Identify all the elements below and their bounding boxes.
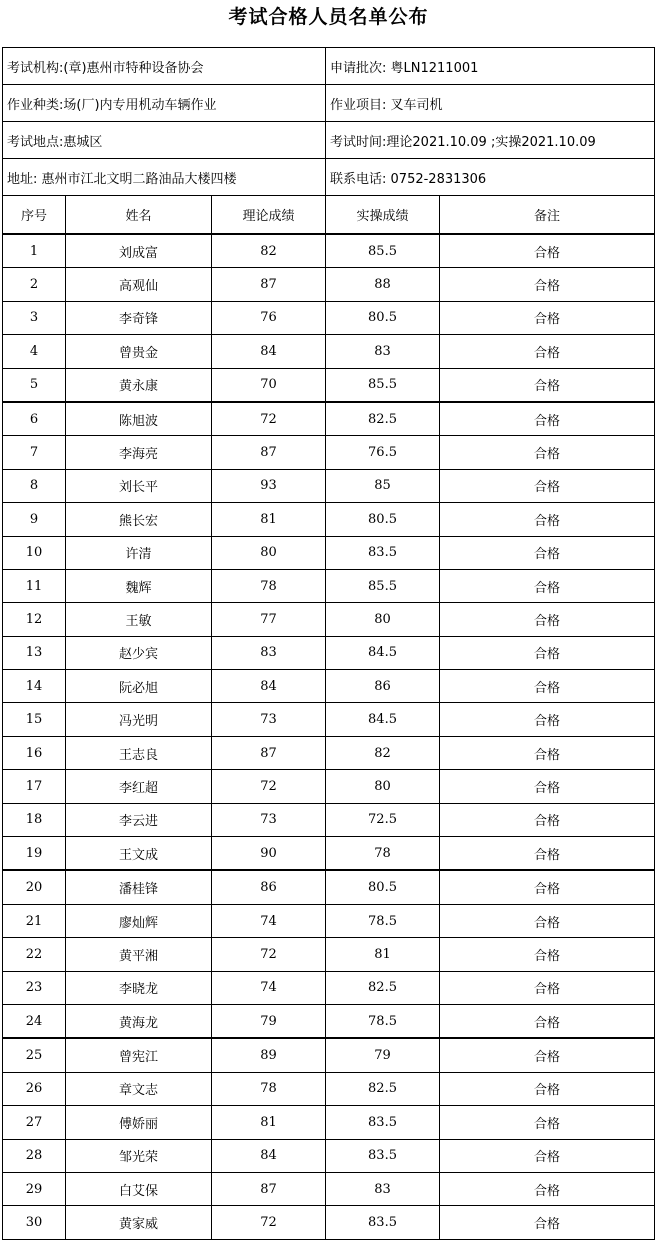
table-row <box>3 503 655 536</box>
table-row <box>3 971 655 1004</box>
table-row <box>3 1106 655 1139</box>
cell-name: 傅娇丽 <box>66 1106 212 1139</box>
cell-theory-score: 87 <box>212 268 326 301</box>
cell-remark: 合格 <box>440 536 655 569</box>
cell-name: 李晓龙 <box>66 971 212 1004</box>
cell-remark: 合格 <box>440 368 655 402</box>
table-row <box>3 1038 655 1072</box>
cell-practical-score: 78 <box>326 837 440 871</box>
cell-name: 王文成 <box>66 837 212 871</box>
cell-name: 熊长宏 <box>66 503 212 536</box>
cell-practical-score: 83 <box>326 1172 440 1205</box>
cell-practical-score: 85.5 <box>326 569 440 602</box>
cell-index: 1 <box>3 234 66 268</box>
cell-name: 曾宪江 <box>66 1038 212 1072</box>
cell-index: 14 <box>3 670 66 703</box>
cell-theory-score: 78 <box>212 1072 326 1105</box>
cell-index: 19 <box>3 837 66 871</box>
cell-remark: 合格 <box>440 569 655 602</box>
cell-theory-score: 76 <box>212 301 326 334</box>
cell-remark: 合格 <box>440 603 655 636</box>
cell-practical-score: 83.5 <box>326 1139 440 1172</box>
cell-remark: 合格 <box>440 268 655 301</box>
cell-index: 18 <box>3 803 66 836</box>
cell-remark: 合格 <box>440 837 655 871</box>
cell-theory-score: 72 <box>212 402 326 436</box>
cell-index: 20 <box>3 870 66 904</box>
table-row <box>3 469 655 502</box>
cell-name: 阮必旭 <box>66 670 212 703</box>
cell-name: 冯光明 <box>66 703 212 736</box>
work-item: 作业项目: 叉车司机 <box>326 85 655 122</box>
cell-practical-score: 82.5 <box>326 402 440 436</box>
address: 地址: 惠州市江北文明二路油品大楼四楼 <box>3 159 326 196</box>
cell-index: 15 <box>3 703 66 736</box>
cell-name: 李奇锋 <box>66 301 212 334</box>
cell-practical-score: 85 <box>326 469 440 502</box>
cell-index: 8 <box>3 469 66 502</box>
cell-practical-score: 80 <box>326 603 440 636</box>
cell-name: 李海亮 <box>66 436 212 469</box>
cell-theory-score: 70 <box>212 368 326 402</box>
cell-theory-score: 79 <box>212 1004 326 1038</box>
cell-name: 刘长平 <box>66 469 212 502</box>
cell-practical-score: 80.5 <box>326 301 440 334</box>
table-body <box>3 234 655 1239</box>
cell-theory-score: 81 <box>212 503 326 536</box>
table-row <box>3 234 655 268</box>
column-header-remark: 备注 <box>440 196 655 235</box>
table-row <box>3 368 655 402</box>
cell-theory-score: 84 <box>212 335 326 368</box>
cell-practical-score: 81 <box>326 938 440 971</box>
cell-index: 2 <box>3 268 66 301</box>
cell-practical-score: 80.5 <box>326 870 440 904</box>
cell-remark: 合格 <box>440 971 655 1004</box>
table-row <box>3 870 655 904</box>
cell-practical-score: 82 <box>326 736 440 769</box>
cell-index: 12 <box>3 603 66 636</box>
cell-name: 黄永康 <box>66 368 212 402</box>
cell-practical-score: 84.5 <box>326 703 440 736</box>
table-row <box>3 670 655 703</box>
cell-theory-score: 87 <box>212 736 326 769</box>
table-row <box>3 736 655 769</box>
cell-theory-score: 84 <box>212 1139 326 1172</box>
cell-index: 10 <box>3 536 66 569</box>
cell-name: 高观仙 <box>66 268 212 301</box>
table-row <box>3 770 655 803</box>
cell-name: 廖灿辉 <box>66 904 212 937</box>
cell-name: 邹光荣 <box>66 1139 212 1172</box>
page-title: 考试合格人员名单公布 <box>228 6 429 28</box>
table-row <box>3 569 655 602</box>
cell-theory-score: 74 <box>212 904 326 937</box>
cell-practical-score: 84.5 <box>326 636 440 669</box>
cell-index: 4 <box>3 335 66 368</box>
cell-remark: 合格 <box>440 1038 655 1072</box>
cell-theory-score: 87 <box>212 436 326 469</box>
table-row <box>3 703 655 736</box>
cell-index: 27 <box>3 1106 66 1139</box>
table-row <box>3 803 655 836</box>
cell-remark: 合格 <box>440 904 655 937</box>
cell-index: 30 <box>3 1206 66 1239</box>
contact-phone: 联系电话: 0752-2831306 <box>326 159 655 196</box>
cell-name: 白艾保 <box>66 1172 212 1205</box>
cell-practical-score: 83.5 <box>326 536 440 569</box>
table-row <box>3 837 655 871</box>
cell-index: 21 <box>3 904 66 937</box>
cell-name: 黄海龙 <box>66 1004 212 1038</box>
cell-theory-score: 84 <box>212 670 326 703</box>
cell-name: 黄家威 <box>66 1206 212 1239</box>
cell-remark: 合格 <box>440 938 655 971</box>
cell-index: 3 <box>3 301 66 334</box>
cell-practical-score: 78.5 <box>326 1004 440 1038</box>
cell-index: 26 <box>3 1072 66 1105</box>
cell-theory-score: 77 <box>212 603 326 636</box>
cell-remark: 合格 <box>440 736 655 769</box>
cell-remark: 合格 <box>440 870 655 904</box>
cell-practical-score: 86 <box>326 670 440 703</box>
cell-index: 23 <box>3 971 66 1004</box>
cell-theory-score: 74 <box>212 971 326 1004</box>
cell-name: 王敏 <box>66 603 212 636</box>
cell-remark: 合格 <box>440 469 655 502</box>
cell-practical-score: 72.5 <box>326 803 440 836</box>
table-row <box>3 301 655 334</box>
cell-remark: 合格 <box>440 234 655 268</box>
cell-theory-score: 72 <box>212 770 326 803</box>
cell-name: 李云进 <box>66 803 212 836</box>
table-row <box>3 636 655 669</box>
cell-theory-score: 80 <box>212 536 326 569</box>
cell-name: 刘成富 <box>66 234 212 268</box>
table-row <box>3 603 655 636</box>
column-header-theory: 理论成绩 <box>212 196 326 235</box>
table-row <box>3 1172 655 1205</box>
cell-practical-score: 83.5 <box>326 1106 440 1139</box>
table-header <box>3 196 655 235</box>
cell-remark: 合格 <box>440 503 655 536</box>
application-batch: 申请批次: 粤LN1211001 <box>326 48 655 85</box>
cell-practical-score: 82.5 <box>326 971 440 1004</box>
cell-index: 9 <box>3 503 66 536</box>
cell-theory-score: 73 <box>212 803 326 836</box>
cell-name: 章文志 <box>66 1072 212 1105</box>
cell-index: 13 <box>3 636 66 669</box>
cell-theory-score: 72 <box>212 1206 326 1239</box>
cell-practical-score: 79 <box>326 1038 440 1072</box>
column-header-name: 姓名 <box>66 196 212 235</box>
cell-practical-score: 83.5 <box>326 1206 440 1239</box>
cell-name: 曾贵金 <box>66 335 212 368</box>
cell-index: 29 <box>3 1172 66 1205</box>
exam-time: 考试时间:理论2021.10.09 ;实操2021.10.09 <box>326 122 655 159</box>
cell-remark: 合格 <box>440 1172 655 1205</box>
table-row <box>3 536 655 569</box>
cell-index: 16 <box>3 736 66 769</box>
cell-practical-score: 78.5 <box>326 904 440 937</box>
cell-theory-score: 87 <box>212 1172 326 1205</box>
table-row <box>3 1072 655 1105</box>
cell-index: 7 <box>3 436 66 469</box>
column-header-practical: 实操成绩 <box>326 196 440 235</box>
cell-name: 李红超 <box>66 770 212 803</box>
cell-practical-score: 88 <box>326 268 440 301</box>
cell-name: 黄平湘 <box>66 938 212 971</box>
table-row <box>3 402 655 436</box>
table-row <box>3 436 655 469</box>
cell-theory-score: 90 <box>212 837 326 871</box>
cell-remark: 合格 <box>440 1072 655 1105</box>
cell-remark: 合格 <box>440 436 655 469</box>
cell-name: 陈旭波 <box>66 402 212 436</box>
cell-remark: 合格 <box>440 402 655 436</box>
cell-index: 6 <box>3 402 66 436</box>
cell-name: 赵少宾 <box>66 636 212 669</box>
cell-index: 25 <box>3 1038 66 1072</box>
cell-remark: 合格 <box>440 1106 655 1139</box>
info-section <box>3 48 655 196</box>
cell-theory-score: 93 <box>212 469 326 502</box>
cell-theory-score: 78 <box>212 569 326 602</box>
cell-remark: 合格 <box>440 1139 655 1172</box>
cell-name: 潘桂锋 <box>66 870 212 904</box>
cell-practical-score: 80 <box>326 770 440 803</box>
cell-remark: 合格 <box>440 770 655 803</box>
cell-theory-score: 86 <box>212 870 326 904</box>
cell-practical-score: 76.5 <box>326 436 440 469</box>
cell-index: 5 <box>3 368 66 402</box>
cell-practical-score: 85.5 <box>326 368 440 402</box>
cell-theory-score: 72 <box>212 938 326 971</box>
cell-remark: 合格 <box>440 803 655 836</box>
cell-remark: 合格 <box>440 1004 655 1038</box>
table-row <box>3 335 655 368</box>
cell-theory-score: 73 <box>212 703 326 736</box>
cell-theory-score: 89 <box>212 1038 326 1072</box>
cell-remark: 合格 <box>440 703 655 736</box>
table-row <box>3 1139 655 1172</box>
cell-index: 24 <box>3 1004 66 1038</box>
cell-index: 11 <box>3 569 66 602</box>
cell-name: 魏辉 <box>66 569 212 602</box>
cell-remark: 合格 <box>440 1206 655 1239</box>
cell-remark: 合格 <box>440 670 655 703</box>
cell-index: 22 <box>3 938 66 971</box>
table-row <box>3 268 655 301</box>
column-header-index: 序号 <box>3 196 66 235</box>
cell-theory-score: 81 <box>212 1106 326 1139</box>
cell-practical-score: 83 <box>326 335 440 368</box>
exam-location: 考试地点:惠城区 <box>3 122 326 159</box>
table-row <box>3 1004 655 1038</box>
results-table <box>2 47 655 1240</box>
cell-practical-score: 85.5 <box>326 234 440 268</box>
cell-practical-score: 80.5 <box>326 503 440 536</box>
cell-theory-score: 82 <box>212 234 326 268</box>
table-row <box>3 904 655 937</box>
cell-name: 王志良 <box>66 736 212 769</box>
cell-remark: 合格 <box>440 301 655 334</box>
cell-index: 17 <box>3 770 66 803</box>
cell-theory-score: 83 <box>212 636 326 669</box>
work-category: 作业种类:场(厂)内专用机动车辆作业 <box>3 85 326 122</box>
cell-index: 28 <box>3 1139 66 1172</box>
cell-remark: 合格 <box>440 636 655 669</box>
cell-practical-score: 82.5 <box>326 1072 440 1105</box>
cell-remark: 合格 <box>440 335 655 368</box>
table-row <box>3 1206 655 1239</box>
table-row <box>3 938 655 971</box>
cell-name: 许清 <box>66 536 212 569</box>
exam-organization: 考试机构:(章)惠州市特种设备协会 <box>3 48 326 85</box>
